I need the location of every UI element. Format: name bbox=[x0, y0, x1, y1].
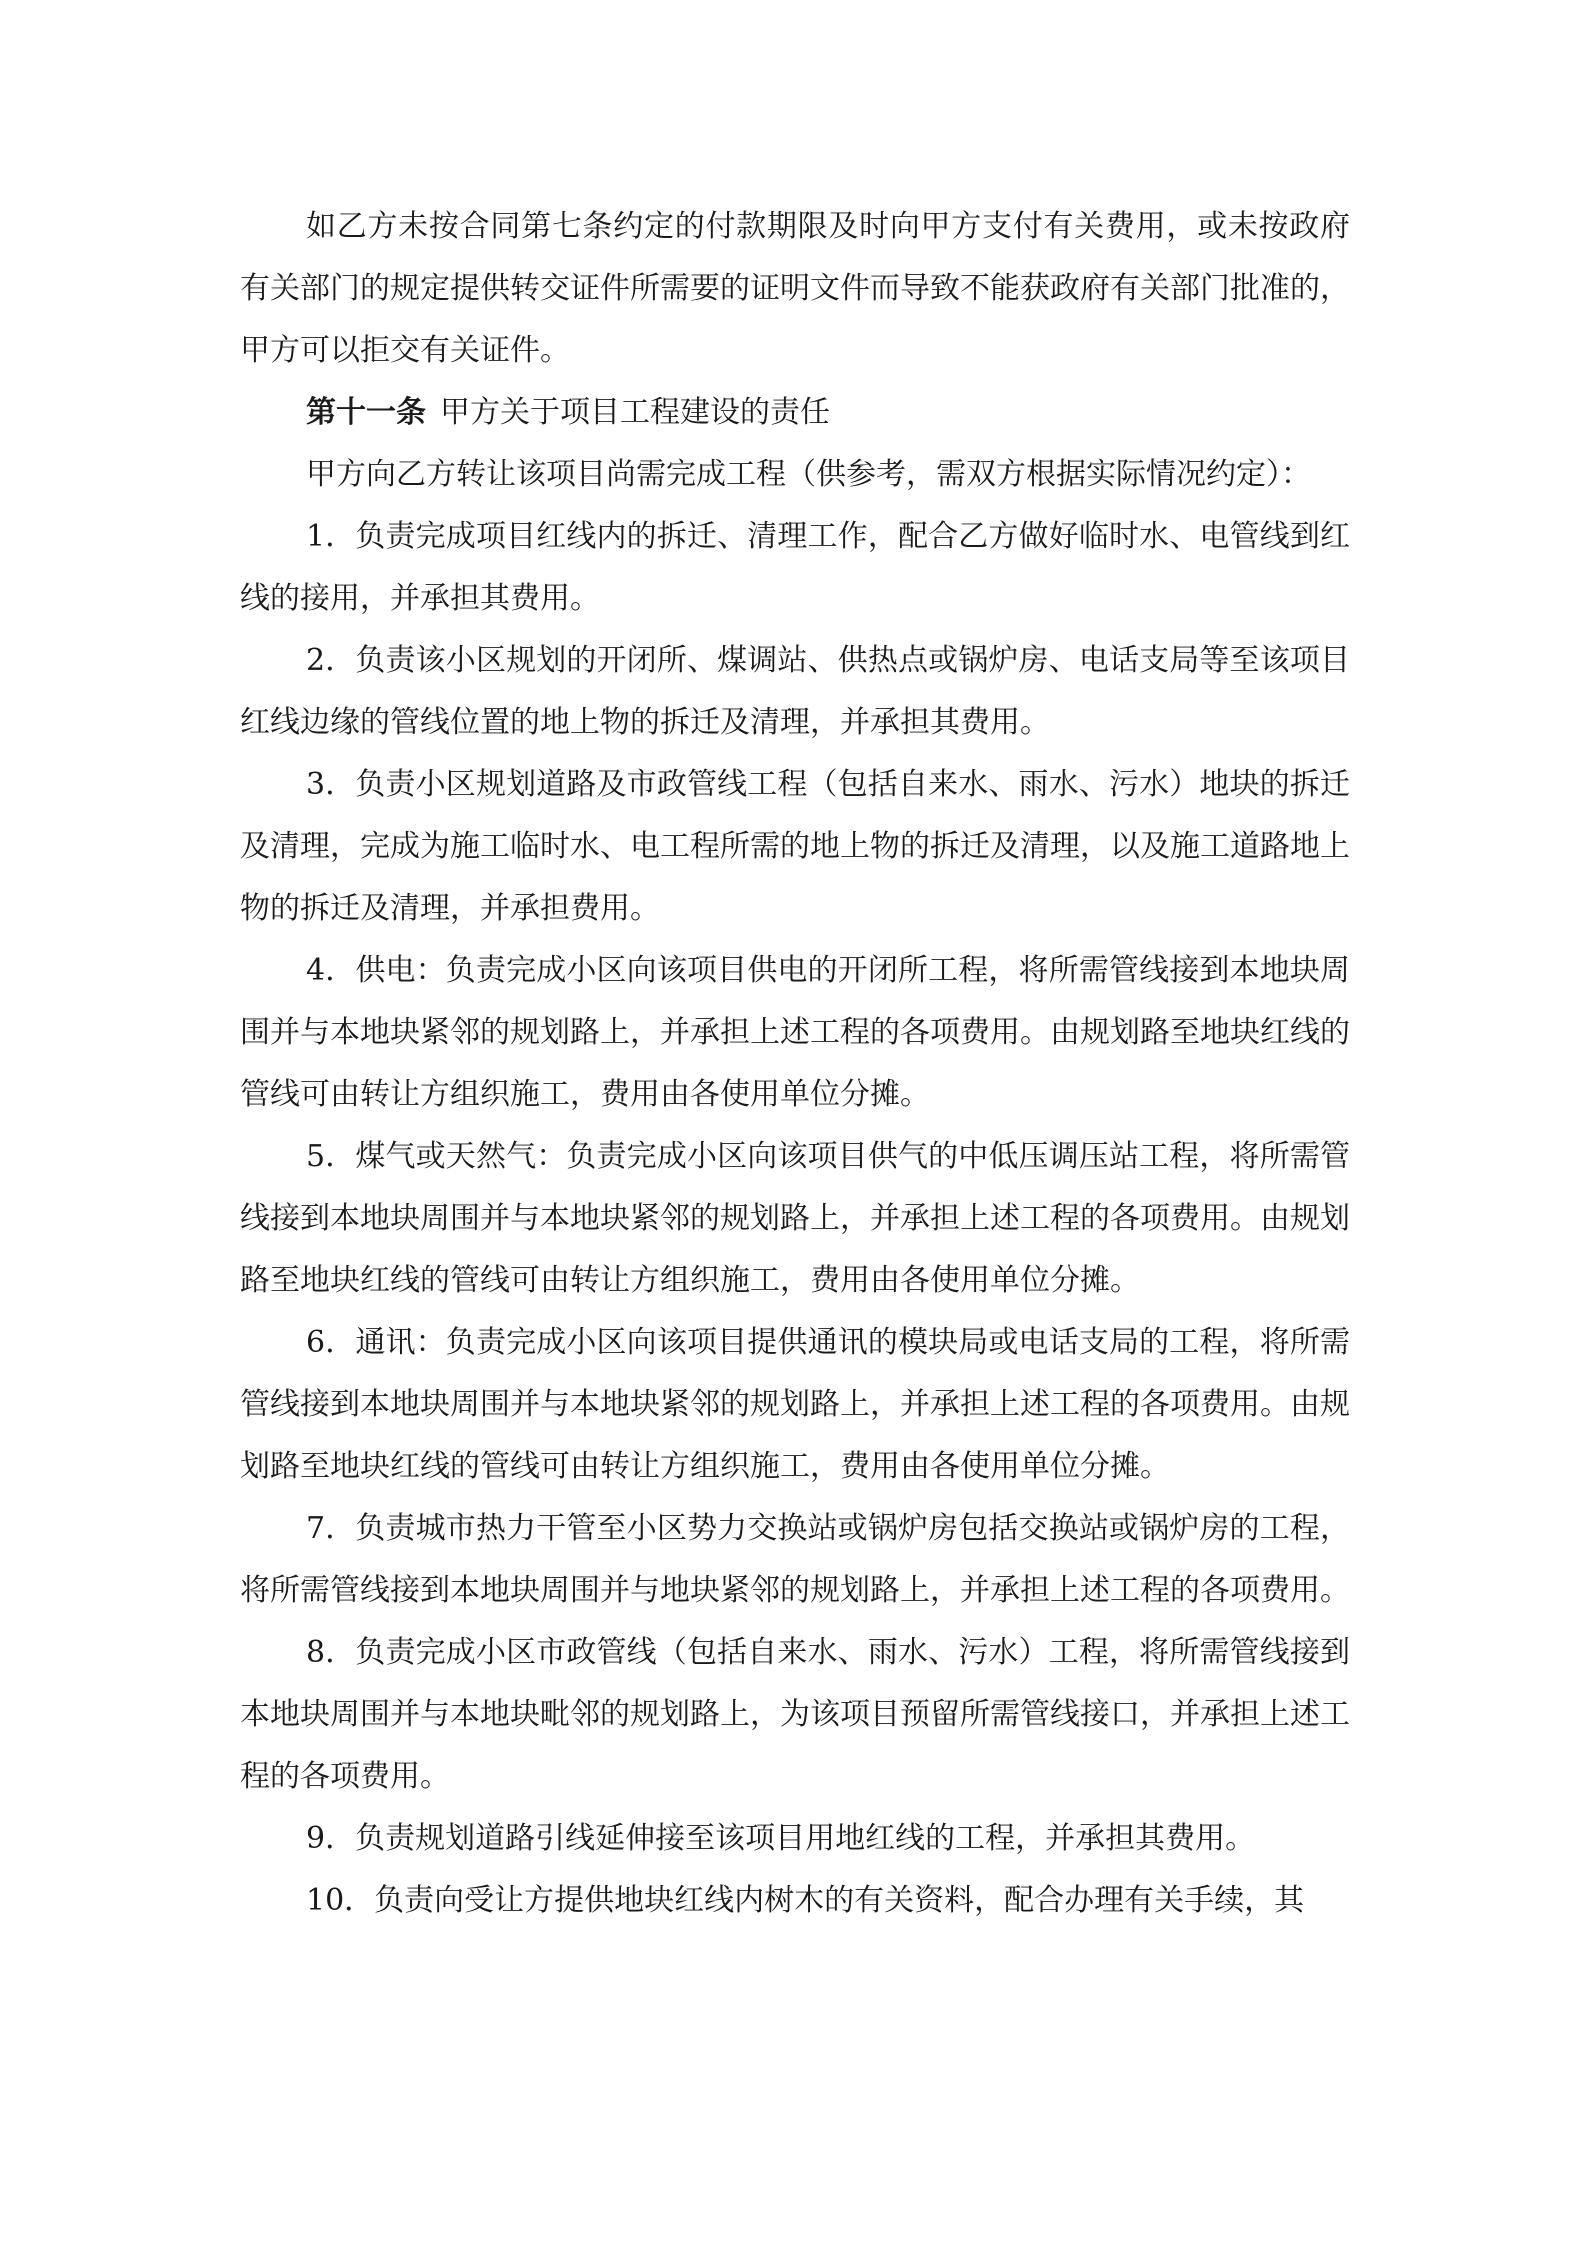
article-title: 甲方关于项目工程建设的责任 bbox=[440, 395, 830, 430]
intro-paragraph: 如乙方未按合同第七条约定的付款期限及时向甲方支付有关费用，或未按政府有关部门的规定提供转交证件所需要的证明文件而导致不能获政府有关部门批准的，甲方可以拒交有关证件。 bbox=[240, 209, 1350, 368]
list-item-5: 5．煤气或天然气：负责完成小区向该项目供气的中低压调压站工程，将所需管线接到本地块周围并与本地块紧邻的规划路上，并承担上述工程的各项费用。由规划路至地块红线的管线可由转让方组织施工，费用由各使用单位分摊。 bbox=[240, 1139, 1350, 1298]
document-body bbox=[240, 196, 1350, 1932]
article-heading bbox=[240, 382, 1350, 444]
article-number: 第十一条 bbox=[306, 395, 426, 430]
list-item-1: 1．负责完成项目红线内的拆迁、清理工作，配合乙方做好临时水、电管线到红线的接用，并承担其费用。 bbox=[240, 519, 1350, 616]
lead-paragraph: 甲方向乙方转让该项目尚需完成工程（供参考，需双方根据实际情况约定）： bbox=[306, 457, 1311, 492]
list-item-8: 8．负责完成小区市政管线（包括自来水、雨水、污水）工程，将所需管线接到本地块周围并与本地块毗邻的规划路上，为该项目预留所需管线接口，并承担上述工程的各项费用。 bbox=[240, 1635, 1350, 1794]
list-item-2: 2．负责该小区规划的开闭所、煤调站、供热点或锅炉房、电话支局等至该项目红线边缘的管线位置的地上物的拆迁及清理，并承担其费用。 bbox=[240, 643, 1350, 740]
list-item-6: 6．通讯：负责完成小区向该项目提供通讯的模块局或电话支局的工程，将所需管线接到本地块周围并与本地块紧邻的规划路上，并承担上述工程的各项费用。由规划路至地块红线的管线可由转让方组织施工，费用由各使用单位分摊。 bbox=[240, 1325, 1350, 1484]
list-item-3: 3．负责小区规划道路及市政管线工程（包括自来水、雨水、污水）地块的拆迁及清理，完成为施工临时水、电工程所需的地上物的拆迁及清理，以及施工道路地上物的拆迁及清理，并承担费用。 bbox=[240, 767, 1350, 926]
list-item-10: 10．负责向受让方提供地块红线内树木的有关资料，配合办理有关手续，其 bbox=[306, 1883, 1305, 1918]
list-item-4: 4．供电：负责完成小区向该项目供电的开闭所工程，将所需管线接到本地块周围并与本地块紧邻的规划路上，并承担上述工程的各项费用。由规划路至地块红线的管线可由转让方组织施工，费用由各使用单位分摊。 bbox=[240, 953, 1350, 1112]
list-item-7: 7．负责城市热力干管至小区势力交换站或锅炉房包括交换站或锅炉房的工程，将所需管线接到本地块周围并与地块紧邻的规划路上，并承担上述工程的各项费用。 bbox=[240, 1511, 1350, 1608]
list-item-9: 9．负责规划道路引线延伸接至该项目用地红线的工程，并承担其费用。 bbox=[306, 1821, 1256, 1856]
